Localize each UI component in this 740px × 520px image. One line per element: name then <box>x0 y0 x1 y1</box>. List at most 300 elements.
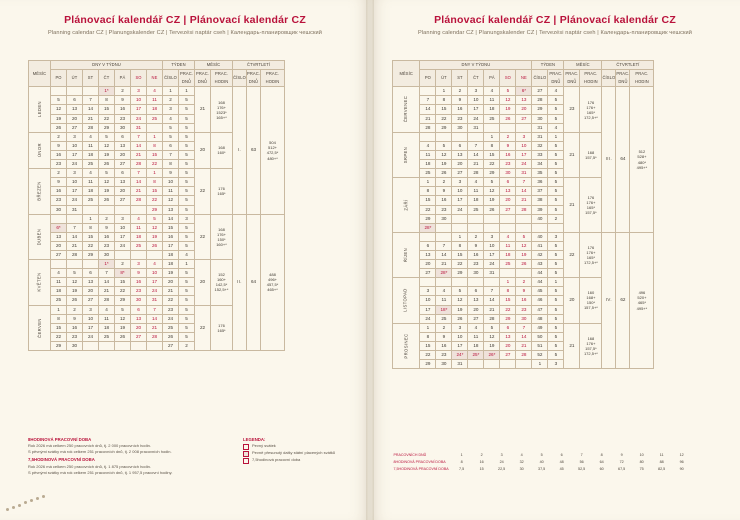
week-number: 10 <box>163 178 179 187</box>
col-header-month: MĚSÍC <box>393 61 420 87</box>
day-cell <box>436 132 452 141</box>
day-cell: 20 <box>131 323 147 332</box>
day-cell <box>468 360 484 369</box>
day-cell: 14 <box>83 105 99 114</box>
week-workdays: 5 <box>179 205 195 214</box>
day-cell: 27 <box>115 160 131 169</box>
col-header-quarter: ČTVRTLETÍ <box>602 61 654 70</box>
day-cell <box>484 278 500 287</box>
legend-swatch-icon <box>243 451 249 457</box>
day-cell: 11 <box>51 278 67 287</box>
day-cell: 28* <box>436 269 452 278</box>
month-workhours: 168 176+ 150* 160+* <box>211 214 233 259</box>
week-workdays: 5 <box>179 223 195 232</box>
week-number: 16 <box>163 232 179 241</box>
day-cell: 15 <box>83 232 99 241</box>
day-cell: 12 <box>99 178 115 187</box>
day-cell: 1* <box>99 260 115 269</box>
day-cell: 1 <box>500 278 516 287</box>
day-cell: 27 <box>468 314 484 323</box>
right-calendar-table <box>392 60 654 369</box>
day-cell: 31 <box>484 269 500 278</box>
day-cell: 6 <box>468 287 484 296</box>
col-header-workdays: PRAC. DNŮ <box>616 70 630 87</box>
day-cell: 10 <box>67 141 83 150</box>
day-cell <box>115 341 131 350</box>
day-cell: 9 <box>67 314 83 323</box>
week-number: 34 <box>532 160 548 169</box>
day-cell <box>500 214 516 223</box>
day-cell: 6 <box>115 132 131 141</box>
quarter-workhours: 512 528+ 480* 495+* <box>630 87 654 233</box>
week-workdays: 4 <box>548 123 564 132</box>
col-header-weekday: PÁ <box>115 70 131 87</box>
hours-cell: 10 <box>639 453 644 457</box>
month-label: PROSINEC <box>393 323 420 368</box>
day-cell: 9 <box>51 178 67 187</box>
week-number: 40 <box>532 214 548 223</box>
day-cell: 10 <box>452 187 468 196</box>
day-cell: 1 <box>420 323 436 332</box>
month-label: LISTOPAD <box>393 278 420 323</box>
table-row <box>393 87 654 96</box>
day-cell <box>67 87 83 96</box>
col-header-month2: MĚSÍC <box>195 61 233 70</box>
week-workdays: 5 <box>548 287 564 296</box>
day-cell: 4 <box>99 305 115 314</box>
day-cell: 7 <box>131 132 147 141</box>
day-cell: 29 <box>420 214 436 223</box>
week-number: 46 <box>532 296 548 305</box>
week-workdays: 5 <box>179 196 195 205</box>
day-cell: 27 <box>500 205 516 214</box>
week-workdays: 2 <box>548 214 564 223</box>
week-workdays: 5 <box>179 278 195 287</box>
hours-cell: 2 <box>480 453 483 457</box>
day-cell: 11 <box>99 314 115 323</box>
day-cell: 16 <box>51 150 67 159</box>
day-cell: 11 <box>147 96 163 105</box>
week-workdays: 5 <box>548 323 564 332</box>
day-cell: 3 <box>131 260 147 269</box>
week-number: 21 <box>163 287 179 296</box>
day-cell: 29 <box>115 296 131 305</box>
month-workhours: 168 160* <box>211 132 233 168</box>
hours-cell: 60 <box>599 467 604 471</box>
col-header-weekday: NE <box>516 70 532 87</box>
day-cell: 23 <box>468 260 484 269</box>
day-cell: 1* <box>99 87 115 96</box>
day-cell: 3 <box>452 323 468 332</box>
day-cell: 6 <box>420 241 436 250</box>
day-cell: 14 <box>516 332 532 341</box>
page-corner-dots <box>692 492 734 514</box>
hours-cell: 15 <box>479 467 484 471</box>
day-cell: 29 <box>436 123 452 132</box>
day-cell: 27 <box>516 114 532 123</box>
day-cell: 8 <box>420 332 436 341</box>
week-number: 42 <box>532 250 548 259</box>
day-cell <box>83 260 99 269</box>
day-cell <box>147 123 163 132</box>
hours-cell: 80 <box>639 460 644 464</box>
day-cell: 29 <box>500 314 516 323</box>
day-cell: 12 <box>99 141 115 150</box>
day-cell: 28* <box>420 223 436 232</box>
week-number: 4 <box>163 114 179 123</box>
day-cell: 15 <box>99 105 115 114</box>
day-cell: 28 <box>516 205 532 214</box>
book-gutter <box>366 0 374 520</box>
day-cell: 25 <box>468 205 484 214</box>
table-row <box>29 87 285 96</box>
day-cell: 3 <box>484 232 500 241</box>
week-number: 7 <box>163 150 179 159</box>
day-cell: 20 <box>420 260 436 269</box>
table-row <box>29 214 285 223</box>
month-workhours: 176 176+ 165* 172,5+* <box>580 87 602 132</box>
day-cell: 15 <box>436 105 452 114</box>
day-cell: 31 <box>452 360 468 369</box>
day-cell: 12 <box>516 241 532 250</box>
day-cell: 26 <box>436 169 452 178</box>
col-header-workdays: PRAC. DNŮ <box>564 70 580 87</box>
day-cell: 31 <box>468 123 484 132</box>
col-header-weekday: ÚT <box>436 70 452 87</box>
day-cell: 3 <box>131 87 147 96</box>
day-cell: 18 <box>500 250 516 259</box>
col-header-number: ČÍSLO <box>233 70 247 87</box>
week-workdays: 5 <box>179 105 195 114</box>
day-cell: 21 <box>484 305 500 314</box>
month-workdays: 21 <box>564 323 580 368</box>
day-cell: 14 <box>420 105 436 114</box>
day-cell: 11 <box>500 241 516 250</box>
month-label: ŘÍJEN <box>393 232 420 277</box>
col-header-weekday: ST <box>452 70 468 87</box>
workhours-reference-table <box>392 452 692 473</box>
day-cell: 2 <box>51 169 67 178</box>
day-cell: 13 <box>500 332 516 341</box>
quarter-label: I. <box>233 87 247 214</box>
day-cell: 26 <box>115 332 131 341</box>
day-cell: 22 <box>147 160 163 169</box>
left-notes: 8HODINOVÁ PRACOVNÍ DOBA Rok 2026 má celkem 250 pracovních dnů, tj. 2 000 pracovních hodin. S pěvnými svátky má rok celkem 251 pracovních dnů, tj. 2 008 pracovních hodin. 7,5HODINOVÁ PRACOVNÍ DOBA Rok 2026 má celkem 250 pracovních dnů, tj. 1 875 pracovních hodin. S pěvnými svátky má rok celkem 251 pracovních dnů, tj. 1 957,5 pracovní hodiny. <box>28 437 173 475</box>
week-workdays: 5 <box>548 241 564 250</box>
day-cell: 8 <box>500 287 516 296</box>
quarter-workhours: 496 520+ 465* 495+* <box>630 232 654 368</box>
day-cell: 27 <box>51 250 67 259</box>
day-cell: 5 <box>516 232 532 241</box>
left-calendar-table <box>28 60 285 351</box>
week-number: 8 <box>163 160 179 169</box>
day-cell: 19 <box>436 160 452 169</box>
week-workdays: 5 <box>548 141 564 150</box>
week-number: 31 <box>532 132 548 141</box>
day-cell: 24 <box>452 205 468 214</box>
week-workdays: 4 <box>179 250 195 259</box>
day-cell: 12 <box>115 314 131 323</box>
day-cell: 23 <box>452 114 468 123</box>
quarter-label: II. <box>233 214 247 350</box>
month-workhours: 168 157,5* <box>580 132 602 177</box>
col-header-weekday: ČT <box>99 70 115 87</box>
day-cell: 13 <box>67 105 83 114</box>
col-header-weekday: ČT <box>468 70 484 87</box>
day-cell: 20 <box>500 196 516 205</box>
day-cell: 30 <box>115 123 131 132</box>
week-workdays: 1 <box>548 278 564 287</box>
day-cell: 18 <box>99 323 115 332</box>
day-cell: 10 <box>420 296 436 305</box>
week-workdays: 5 <box>548 305 564 314</box>
col-header-quarter: ČTVRTLETÍ <box>233 61 285 70</box>
day-cell: 17 <box>452 341 468 350</box>
week-workdays: 5 <box>548 250 564 259</box>
day-cell: 11 <box>484 96 500 105</box>
col-header-weekday: ST <box>83 70 99 87</box>
day-cell: 13 <box>115 141 131 150</box>
table-row <box>392 452 692 459</box>
day-cell: 8 <box>484 141 500 150</box>
quarter-label: IV. <box>602 232 616 368</box>
day-cell <box>484 123 500 132</box>
day-cell: 26 <box>67 296 83 305</box>
day-cell <box>484 214 500 223</box>
day-cell: 7 <box>516 323 532 332</box>
week-workdays: 5 <box>548 260 564 269</box>
week-number: 37 <box>532 187 548 196</box>
quarter-workdays: 63 <box>247 87 261 214</box>
month-workdays: 20 <box>195 260 211 305</box>
day-cell <box>500 360 516 369</box>
week-workdays: 5 <box>179 305 195 314</box>
day-cell: 10 <box>131 96 147 105</box>
day-cell: 3 <box>115 214 131 223</box>
hours-cell: 6 <box>560 453 563 457</box>
day-cell: 18 <box>468 196 484 205</box>
day-cell <box>131 250 147 259</box>
day-cell: 16 <box>115 105 131 114</box>
day-cell: 12 <box>147 223 163 232</box>
day-cell: 3 <box>83 305 99 314</box>
day-cell: 24 <box>131 114 147 123</box>
day-cell: 1 <box>436 87 452 96</box>
table-row <box>392 459 692 466</box>
day-cell: 18 <box>484 105 500 114</box>
day-cell: 24* <box>452 351 468 360</box>
day-cell: 14 <box>516 187 532 196</box>
week-number: 28 <box>532 96 548 105</box>
col-header-month2: MĚSÍC <box>564 61 602 70</box>
hours-table <box>392 452 692 473</box>
day-cell: 30 <box>51 205 67 214</box>
day-cell: 22 <box>147 196 163 205</box>
col-header-number: ČÍSLO <box>602 70 616 87</box>
week-workdays: 5 <box>179 96 195 105</box>
day-cell <box>500 269 516 278</box>
day-cell: 31 <box>516 169 532 178</box>
day-cell: 25 <box>420 169 436 178</box>
day-cell: 23 <box>99 241 115 250</box>
day-cell: 19 <box>67 287 83 296</box>
day-cell: 9 <box>436 332 452 341</box>
week-workdays: 5 <box>179 241 195 250</box>
week-workdays: 5 <box>548 96 564 105</box>
day-cell: 17 <box>147 278 163 287</box>
day-cell: 23 <box>51 160 67 169</box>
legend-box: LEGENDA: Pevný svátek Pevně přesunutý dalšy státní placených svátků 7,5hodinová pracovní doba <box>243 437 348 464</box>
right-page <box>370 0 740 520</box>
hours-cell: 82,5 <box>658 467 666 471</box>
day-cell: 31 <box>147 296 163 305</box>
week-number: 14 <box>163 214 179 223</box>
hours-cell: 1 <box>460 453 463 457</box>
day-cell: 17 <box>131 105 147 114</box>
day-cell <box>468 132 484 141</box>
week-workdays: 5 <box>179 169 195 178</box>
day-cell: 9 <box>131 269 147 278</box>
day-cell: 4 <box>147 260 163 269</box>
week-number: 11 <box>163 187 179 196</box>
day-cell: 26 <box>484 205 500 214</box>
row-label: PRACOVNÍCH DNŮ <box>393 453 427 457</box>
page-title: Plánovací kalendář CZ | Plánovací kalendár CZ <box>64 14 306 26</box>
day-cell: 12 <box>452 296 468 305</box>
month-label: ÚNOR <box>29 132 51 168</box>
day-cell: 6 <box>500 178 516 187</box>
day-cell: 26* <box>484 351 500 360</box>
day-cell: 28 <box>83 123 99 132</box>
day-cell: 4 <box>468 178 484 187</box>
week-number: 17 <box>163 241 179 250</box>
day-cell: 23 <box>436 205 452 214</box>
week-workdays: 5 <box>179 150 195 159</box>
day-cell <box>420 132 436 141</box>
day-cell: 4 <box>500 232 516 241</box>
week-number: 22 <box>163 296 179 305</box>
day-cell: 28 <box>99 296 115 305</box>
quarter-workhours: 504 512+ 472,5* 480+* <box>261 87 285 214</box>
day-cell <box>420 232 436 241</box>
month-label: ČERVENEC <box>393 87 420 132</box>
week-number: 47 <box>532 305 548 314</box>
day-cell: 28 <box>131 196 147 205</box>
hours-cell: 64 <box>599 460 604 464</box>
day-cell: 24 <box>484 260 500 269</box>
day-cell: 13 <box>115 178 131 187</box>
day-cell: 17 <box>452 196 468 205</box>
week-number: 33 <box>532 150 548 159</box>
day-cell: 14 <box>67 232 83 241</box>
week-number: 9 <box>163 169 179 178</box>
day-cell: 7 <box>420 96 436 105</box>
month-workhours: 160 168+ 150* 157,5+* <box>580 278 602 323</box>
week-number: 24 <box>163 314 179 323</box>
day-cell: 26 <box>500 114 516 123</box>
day-cell: 9 <box>436 187 452 196</box>
day-cell: 5 <box>147 214 163 223</box>
legend-item: Pevně přesunutý dalšy státní placených svátků <box>243 450 348 457</box>
col-header-workdays: PRAC. DNŮ <box>179 70 195 87</box>
day-cell <box>51 87 67 96</box>
day-cell: 22 <box>452 260 468 269</box>
day-cell: 23 <box>115 114 131 123</box>
day-cell: 9 <box>516 287 532 296</box>
day-cell: 5 <box>484 323 500 332</box>
day-cell: 27 <box>67 123 83 132</box>
month-workdays: 20 <box>564 278 580 323</box>
day-cell <box>452 132 468 141</box>
hours-cell: 72 <box>619 460 624 464</box>
week-workdays: 5 <box>179 178 195 187</box>
day-cell: 29 <box>99 123 115 132</box>
day-cell <box>115 205 131 214</box>
day-cell: 2 <box>115 260 131 269</box>
week-workdays: 1 <box>179 260 195 269</box>
day-cell: 25 <box>83 160 99 169</box>
row-label: 8HODINOVÁ PRACOVNÍ DOBA <box>393 460 446 464</box>
day-cell: 4 <box>131 214 147 223</box>
day-cell <box>516 214 532 223</box>
week-number: 36 <box>532 178 548 187</box>
day-cell: 22 <box>436 114 452 123</box>
hours-cell: 9 <box>620 453 623 457</box>
day-cell: 20 <box>468 305 484 314</box>
month-workdays: 21 <box>195 87 211 132</box>
week-workdays: 5 <box>548 314 564 323</box>
day-cell: 14 <box>484 296 500 305</box>
hours-cell: 8 <box>460 460 463 464</box>
week-number: 43 <box>532 260 548 269</box>
day-cell: 3 <box>516 132 532 141</box>
day-cell: 21 <box>131 150 147 159</box>
day-cell: 8 <box>99 96 115 105</box>
week-number: 52 <box>532 351 548 360</box>
day-cell: 2 <box>452 87 468 96</box>
week-number: 45 <box>532 287 548 296</box>
day-cell: 13 <box>51 232 67 241</box>
day-cell: 19 <box>99 150 115 159</box>
week-workdays: 5 <box>548 351 564 360</box>
month-workhours: 176 165* <box>211 169 233 214</box>
day-cell: 15 <box>147 150 163 159</box>
day-cell: 22 <box>484 160 500 169</box>
month-label: ZÁŘÍ <box>393 178 420 233</box>
day-cell: 11 <box>436 296 452 305</box>
month-label: ČERVEN <box>29 305 51 350</box>
day-cell: 24 <box>67 196 83 205</box>
week-number: 39 <box>532 205 548 214</box>
day-cell: 30 <box>99 250 115 259</box>
week-workdays: 5 <box>179 332 195 341</box>
hours-cell: 75 <box>639 467 644 471</box>
week-workdays: 5 <box>179 187 195 196</box>
day-cell: 26 <box>99 160 115 169</box>
hours-cell: 30 <box>519 467 524 471</box>
week-workdays: 5 <box>548 105 564 114</box>
day-cell: 15 <box>484 150 500 159</box>
day-cell <box>516 123 532 132</box>
day-cell: 17 <box>484 250 500 259</box>
day-cell: 12 <box>436 150 452 159</box>
left-page-titles <box>0 0 370 36</box>
day-cell: 29 <box>484 169 500 178</box>
day-cell <box>452 278 468 287</box>
day-cell: 5 <box>115 305 131 314</box>
day-cell: 25 <box>500 260 516 269</box>
day-cell: 2 <box>436 178 452 187</box>
